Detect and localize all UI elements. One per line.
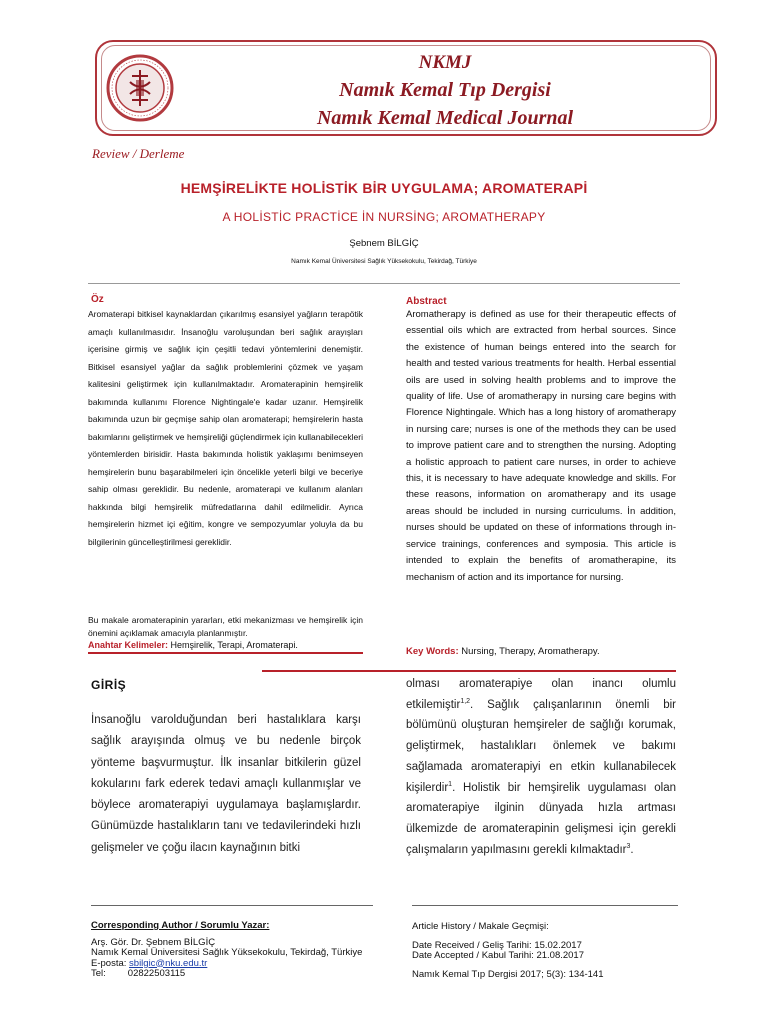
tel-number: 02822503115 — [127, 968, 186, 979]
intro-right-part-a: olması aromaterapiye olan inancı olumlu etkilemiştir — [406, 678, 676, 711]
corresponding-author-address: Namık Kemal Üniversitesi Sağlık Yüksekokulu, Tekirdağ, Türkiye — [91, 947, 363, 958]
email-label: E-posta: — [91, 957, 130, 969]
header-rule — [88, 283, 680, 284]
date-accepted: Date Accepted / Kabul Tarihi: 21.08.2017 — [412, 950, 585, 961]
tel-line — [91, 969, 391, 980]
date-received: Date Received / Geliş Tarihi: 15.02.2017 — [412, 939, 582, 951]
left-divider — [88, 652, 363, 654]
article-title-english: A HOLİSTİC PRACTİCE İN NURSİNG; AROMATHERAPY — [222, 210, 546, 224]
author-name: Şebnem BİLGİÇ — [349, 238, 419, 249]
intro-right-part-c: . Holistik bir hemşirelik uygulaması olan aromaterapiye ilginin dünyada hızla artması ülkemizde de aromaterapinin gelişmesi için gerekli çalışmaların yapılmasını gerekli kılmaktadır — [406, 781, 676, 856]
article-title-turkish: HEMŞİRELİKTE HOLİSTİK BİR UYGULAMA; AROMATERAPİ — [180, 180, 588, 196]
intro-right-column — [406, 674, 676, 860]
keywords-tr: Hemşirelik, Terapi, Aromaterapi. — [168, 640, 298, 650]
oz-heading: Öz — [91, 294, 104, 305]
journal-abbreviation: NKMJ — [418, 52, 472, 73]
university-seal-logo — [106, 50, 174, 126]
footer-rule-right — [412, 905, 678, 906]
journal-title-english: Namık Kemal Medical Journal — [316, 107, 574, 129]
english-keywords — [406, 646, 600, 657]
abstract-text: Aromatherapy is defined as use for their therapeutic effects of essential oils which are extracted from herbal sources. Since the existence of human beings entered into the search for health and tested various treatments for health. Herbal essential oils are used in solving health problems and to improve the quality of life. Use of aromatherapy in nursing care begins with Florence Nightingale. Which has a long history of aromatherapy in nursing care; nurses is one of the methods they can be used to improve patient care and to strengthen the nursing. Adopting a holistic approach to patient care nurses, in order to achieve this, it is necessary to have adequate knowledge and skills. For these reasons, information on aromatherapy and its usage areas should be included in nursing curriculums. İn addition, nurses should be updated on these of informations through in-service trainings, conferences and symposia. This article is intended to explain the benefits of aromatherapine, its mechanism of action and its importance for nursing. — [406, 309, 676, 583]
right-divider — [262, 670, 676, 672]
oz-closing: Bu makale aromaterapinin yararları, etki mekanizması ve hemşirelik için önemini açıklamak amacıyla planlanmıştır. — [88, 615, 363, 638]
tel-label: Tel: — [91, 968, 106, 979]
citation-sup-c: 3 — [626, 842, 631, 850]
citation-sup-a: 1,2 — [460, 697, 471, 705]
keywords-label-en: Key Words: — [406, 646, 459, 657]
email-link[interactable]: sbilgic@nku.edu.tr — [129, 957, 208, 969]
corresponding-author-block — [91, 921, 391, 980]
article-history-label: Article History / Makale Geçmişi: — [412, 921, 549, 932]
keywords-en: Nursing, Therapy, Aromatherapy. — [458, 646, 600, 657]
corresponding-author-name: Arş. Gör. Dr. Şebnem BİLGİÇ — [91, 936, 216, 948]
corresponding-author-label: Corresponding Author / Sorumlu Yazar: — [91, 920, 270, 931]
footer-rule-left — [91, 905, 373, 906]
abstract-heading: Abstract — [406, 296, 447, 307]
intro-left-column: İnsanoğlu varolduğundan beri hastalıklara karşı sağlık arayışında olmuş ve bu nedenle birçok yönteme başvurmuştur. İlk insanlar bitkilerin güzel kokularını fark ederek tedavi amaçlı kullanmışlar ve böylece aromaterapiyi uygulamaya başlamışlardır. Günümüzde hastalıkların tanı ve tedavilerindeki hızlı gelişmeler ve çoğu ilacın kaynağının bitki — [91, 714, 361, 854]
turkish-keywords — [88, 640, 298, 650]
intro-right-part-b: . Sağlık çalışanlarının önemli bir bölümünü oluşturan hemşireler de sağlığı korumak, geliştirmek, hastalıkları önlemek ve bakımı sağlamada aromaterapiyi en etkin kullanabilecek kişilerdir — [406, 698, 676, 794]
citation-sup-b: 1 — [448, 780, 453, 788]
journal-title-turkish: Namık Kemal Tıp Dergisi — [339, 79, 551, 101]
intro-heading: GİRİŞ — [91, 678, 127, 692]
journal-citation: Namık Kemal Tıp Dergisi 2017; 5(3): 134-141 — [412, 968, 604, 980]
keywords-label-tr: Anahtar Kelimeler: — [88, 640, 169, 650]
oz-text: Aromaterapi bitkisel kaynaklardan çıkarılmış esansiyel yağların terapötik amaçlı kullanılmasıdır. İnsanoğlu varoluşundan beri sağlık arayışları içerisine girmiş ve sağlık için çeşitli tedavi yöntemlerini denemiştir. Bitkisel esansiyel yağlar da sağlık problemlerini çözmek ve yaşam kalitesini geliştirmek için kullanılmaktadır. Aromaterapinin hemşirelik bakımında kullanımı Florence Nightingale'e kadar uzanır. Hemşirelik bakımında uzun bir geçmişe sahip olan aromaterapi; hemşirelerin hasta bakımlarını geliştirmek ve hemşireliği güçlendirmek için kullanabilecekleri yöntemlerden birisidir. Hasta bakımında holistik yaklaşımı benimseyen hemşirelerin bunu başarabilmeleri için öncelikle yeterli bilgi ve beceriye sahip olması gereklidir. Bu nedenle, aromaterapi ve kullanım alanları hakkında bilgi hemşirelik müfredatlarına dahil edilmelidir. Ayrıca hemşirelerin hizmet içi eğitim, kongre ve sempozyumlar yoluyla da bu bilgilerinin güncelleştirilmesi gereklidir. — [88, 309, 363, 547]
intro-right-part-d: . — [630, 843, 634, 856]
author-affiliation: Namık Kemal Üniversitesi Sağlık Yüksekokulu, Tekirdağ, Türkiye — [291, 258, 477, 265]
article-type: Review / Derleme — [92, 146, 185, 161]
article-history-block — [412, 922, 702, 980]
